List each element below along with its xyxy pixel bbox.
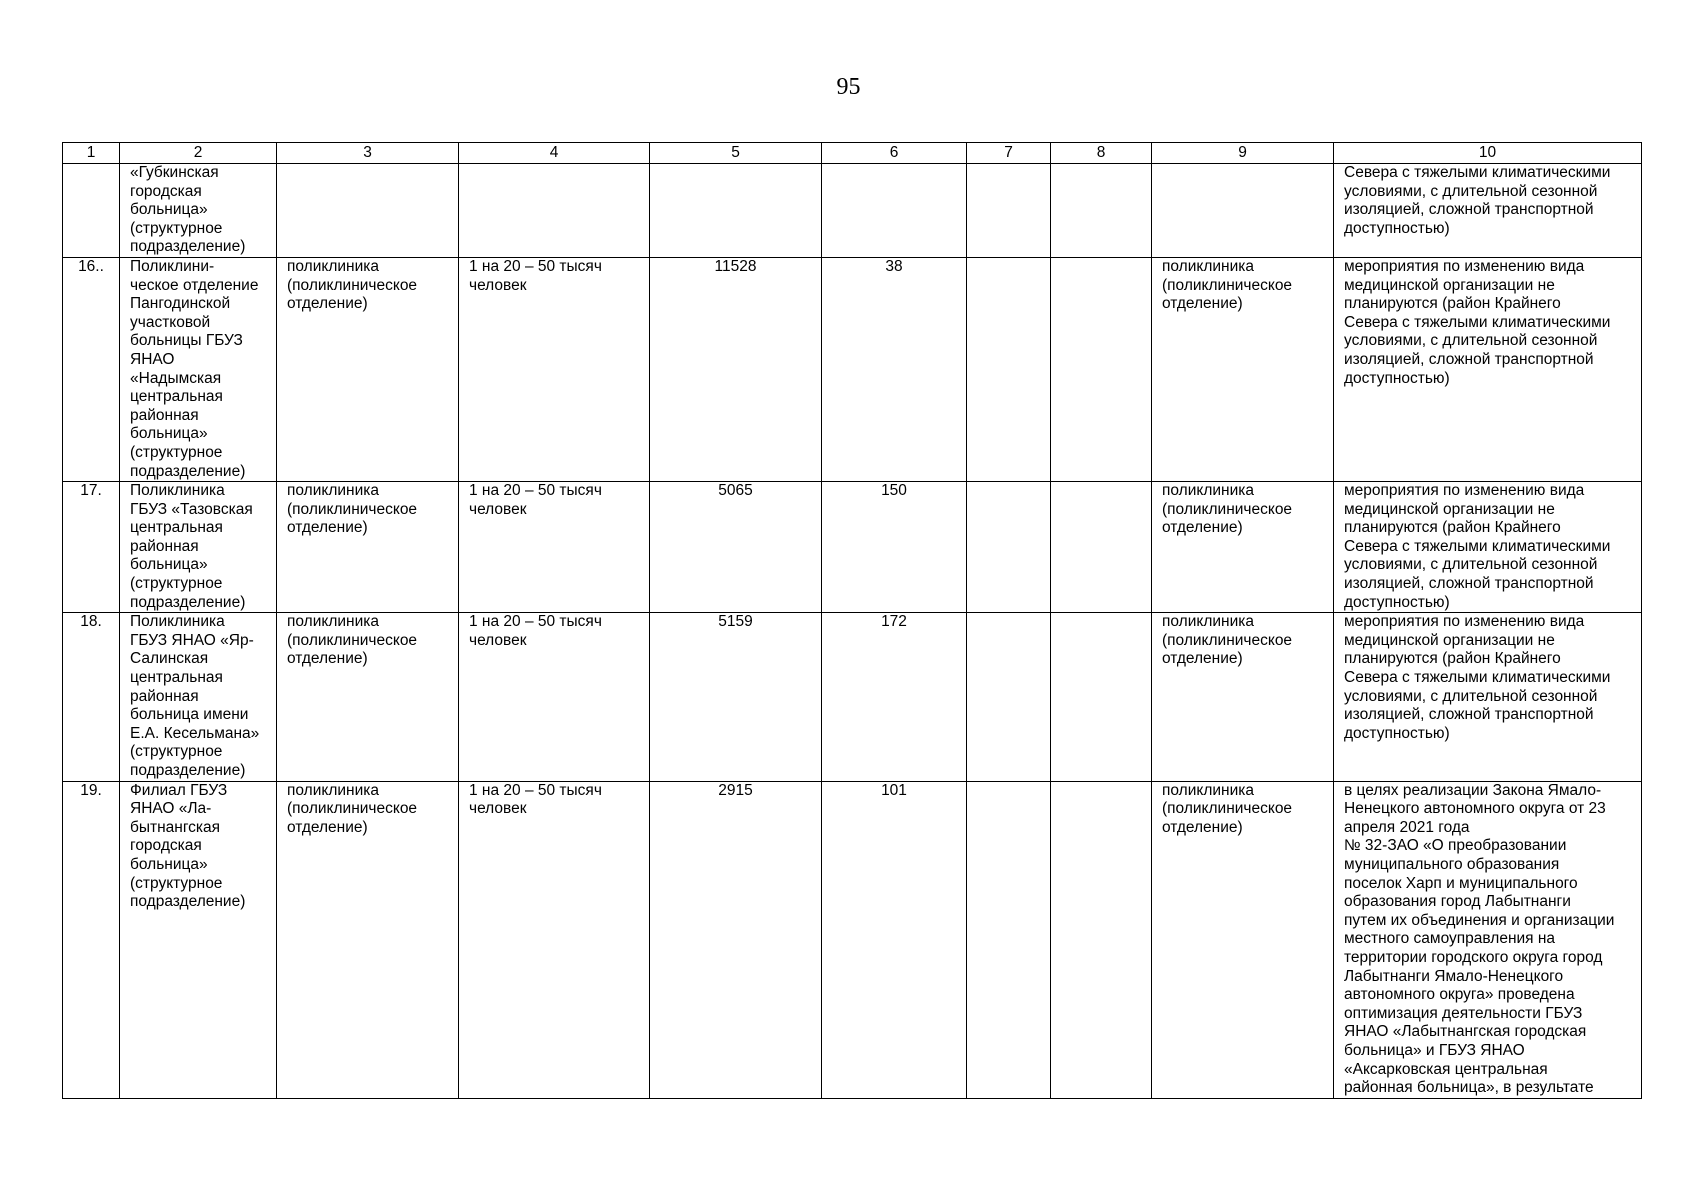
facility-name-cell: Поликлиника ГБУЗ ЯНАО «Яр- Салинская центральная районная больница имени Е.А. Кесельмана» (структурное подразделение) — [120, 613, 277, 781]
column-header: 1 — [63, 143, 120, 164]
facility-type-cell: поликлиника (поликлиническое отделение) — [277, 781, 459, 1098]
col6-cell: 38 — [822, 257, 967, 481]
facility-type-cell: поликлиника (поликлиническое отделение) — [277, 613, 459, 781]
note-cell: Севера с тяжелыми климатическими условиями, с длительной сезонной изоляцией, сложной транспортной доступностью) — [1334, 164, 1642, 258]
facility-name-cell: «Губкинская городская больница» (структурное подразделение) — [120, 164, 277, 258]
page-number: 95 — [836, 74, 861, 100]
table-row — [63, 781, 1642, 1098]
column-header: 4 — [459, 143, 650, 164]
col8-cell — [1051, 257, 1152, 481]
facility-type-cell — [277, 164, 459, 258]
col7-cell — [967, 482, 1051, 613]
norm-cell: 1 на 20 – 50 тысяч человек — [459, 781, 650, 1098]
facility-name-cell: Поликлини- ческое отделение Пангодинской участковой больницы ГБУЗ ЯНАО «Надымская центральная районная больница» (структурное подразделение) — [120, 257, 277, 481]
column-number-header-row — [63, 143, 1642, 164]
col5-cell: 2915 — [650, 781, 822, 1098]
col5-cell: 11528 — [650, 257, 822, 481]
col6-cell: 150 — [822, 482, 967, 613]
column-header: 10 — [1334, 143, 1642, 164]
note-cell: мероприятия по изменению вида медицинской организации не планируются (район Крайнего Севера с тяжелыми климатическими условиями, с длительной сезонной изоляцией, сложной транспортной доступностью) — [1334, 257, 1642, 481]
table-row — [63, 482, 1642, 613]
planned-type-cell: поликлиника (поликлиническое отделение) — [1152, 781, 1334, 1098]
planned-type-cell — [1152, 164, 1334, 258]
norm-cell: 1 на 20 – 50 тысяч человек — [459, 613, 650, 781]
facility-name-cell: Филиал ГБУЗ ЯНАО «Ла- бытнангская городская больница» (структурное подразделение) — [120, 781, 277, 1098]
col7-cell — [967, 781, 1051, 1098]
facility-type-cell: поликлиника (поликлиническое отделение) — [277, 482, 459, 613]
col5-cell: 5159 — [650, 613, 822, 781]
row-number-cell: 17. — [63, 482, 120, 613]
col8-cell — [1051, 164, 1152, 258]
planned-type-cell: поликлиника (поликлиническое отделение) — [1152, 613, 1334, 781]
facility-type-cell: поликлиника (поликлиническое отделение) — [277, 257, 459, 481]
table-row — [63, 164, 1642, 258]
row-number-cell: 19. — [63, 781, 120, 1098]
col5-cell — [650, 164, 822, 258]
note-cell: мероприятия по изменению вида медицинской организации не планируются (район Крайнего Севера с тяжелыми климатическими условиями, с длительной сезонной изоляцией, сложной транспортной доступностью) — [1334, 613, 1642, 781]
col6-cell — [822, 164, 967, 258]
col7-cell — [967, 257, 1051, 481]
table-row — [63, 613, 1642, 781]
col6-cell: 101 — [822, 781, 967, 1098]
col8-cell — [1051, 482, 1152, 613]
column-header: 5 — [650, 143, 822, 164]
norm-cell: 1 на 20 – 50 тысяч человек — [459, 257, 650, 481]
column-header: 7 — [967, 143, 1051, 164]
col5-cell: 5065 — [650, 482, 822, 613]
table-row — [63, 257, 1642, 481]
col6-cell: 172 — [822, 613, 967, 781]
column-header: 2 — [120, 143, 277, 164]
column-header: 9 — [1152, 143, 1334, 164]
planned-type-cell: поликлиника (поликлиническое отделение) — [1152, 257, 1334, 481]
norm-cell — [459, 164, 650, 258]
note-cell: мероприятия по изменению вида медицинской организации не планируются (район Крайнего Севера с тяжелыми климатическими условиями, с длительной сезонной изоляцией, сложной транспортной доступностью) — [1334, 482, 1642, 613]
col8-cell — [1051, 781, 1152, 1098]
column-header: 3 — [277, 143, 459, 164]
norm-cell: 1 на 20 – 50 тысяч человек — [459, 482, 650, 613]
col8-cell — [1051, 613, 1152, 781]
row-number-cell: 16.. — [63, 257, 120, 481]
col7-cell — [967, 164, 1051, 258]
planned-type-cell: поликлиника (поликлиническое отделение) — [1152, 482, 1334, 613]
facilities-table — [62, 142, 1642, 1099]
row-number-cell: 18. — [63, 613, 120, 781]
facility-name-cell: Поликлиника ГБУЗ «Тазовская центральная районная больница» (структурное подразделение) — [120, 482, 277, 613]
column-header: 8 — [1051, 143, 1152, 164]
note-cell: в целях реализации Закона Ямало- Ненецкого автономного округа от 23 апреля 2021 года № 32-ЗАО «О преобразовании муниципального образования поселок Харп и муниципального образования город Лабытнанги путем их объединения и организации местного самоуправления на территории городского округа город Лабытнанги Ямало-Ненецкого автономного округа» проведена оптимизация деятельности ГБУЗ ЯНАО «Лабытнангская городская больница» и ГБУЗ ЯНАО «Аксарковская центральная районная больница», в результате — [1334, 781, 1642, 1098]
row-number-cell — [63, 164, 120, 258]
column-header: 6 — [822, 143, 967, 164]
col7-cell — [967, 613, 1051, 781]
